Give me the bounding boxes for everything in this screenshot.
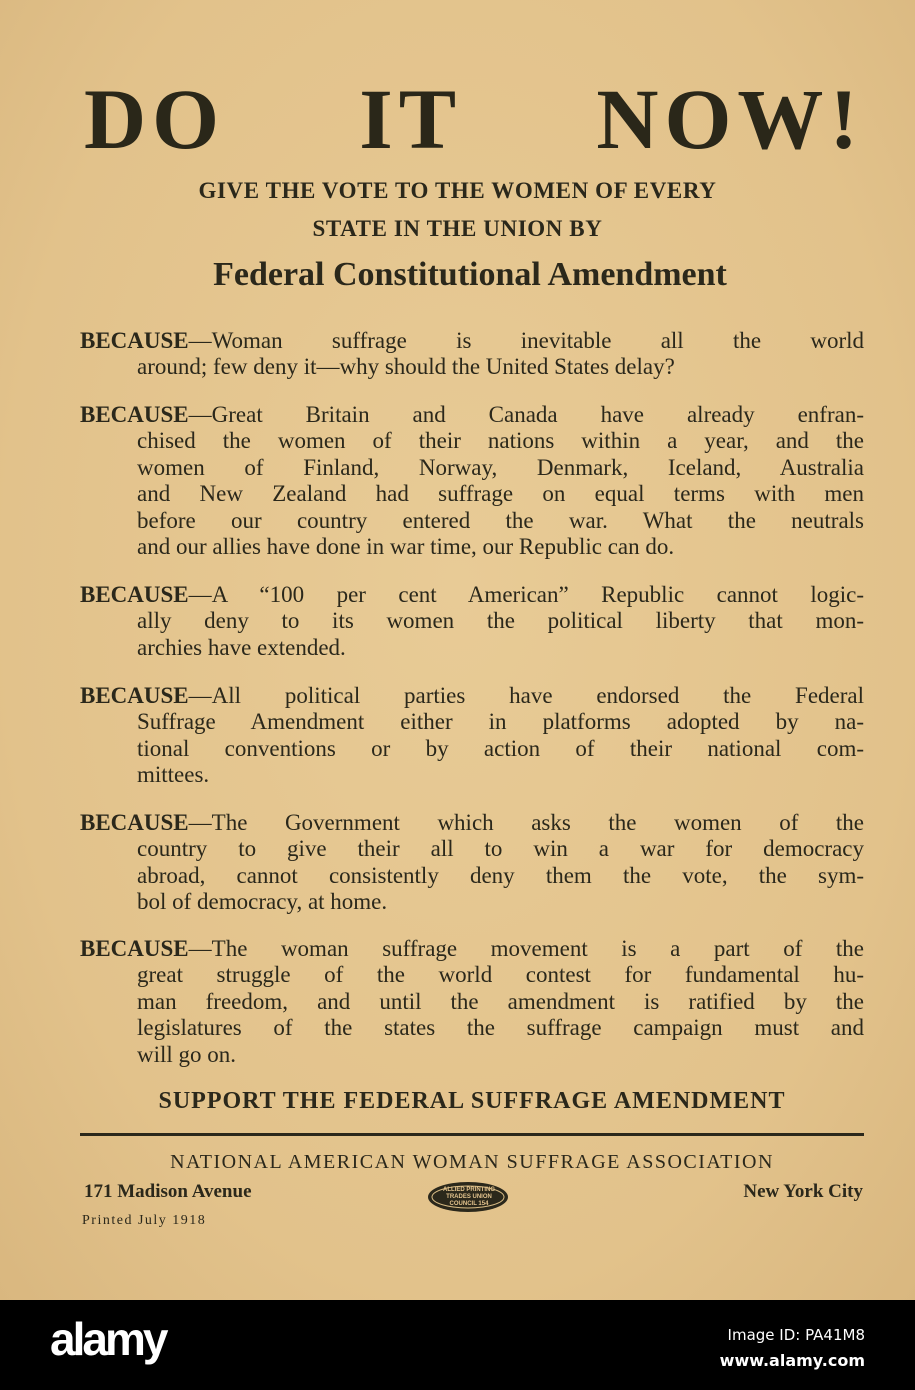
paragraph-line <box>80 428 864 454</box>
because-lead: BECAUSE <box>80 936 189 961</box>
subtitle-line: GIVE THE VOTE TO THE WOMEN OF EVERY <box>198 178 717 203</box>
union-label-text: ALLIED PRINTING TRADES UNION COUNCIL 154 <box>443 1187 495 1207</box>
because-paragraph <box>80 582 864 661</box>
divider <box>80 1133 864 1136</box>
line-text: legislatures of the states the suffrage campaign must and <box>137 1015 864 1041</box>
line-text: abroad, cannot consistently deny them the vote, the sym- <box>137 862 864 888</box>
alamy-logo: alamy <box>50 1313 166 1365</box>
line-text: around; few deny it—why should the United States delay? <box>137 354 675 380</box>
line-text: mittees. <box>137 762 210 788</box>
line-text: and New Zealand had suffrage on equal terms with men <box>137 481 864 507</box>
union-label <box>426 1178 526 1214</box>
because-lead: BECAUSE <box>80 683 189 708</box>
because-lead: BECAUSE <box>80 810 189 835</box>
because-paragraph <box>80 936 864 1068</box>
line-text: women of Finland, Norway, Denmark, Iceland, Australia <box>137 454 864 480</box>
paragraph-line <box>80 635 864 661</box>
paragraph-line <box>80 1042 864 1068</box>
paragraph-line <box>80 836 864 862</box>
paragraph-line <box>80 962 864 988</box>
line-text: tional conventions or by action of their national com- <box>137 735 864 761</box>
because-paragraph <box>80 810 864 916</box>
paragraph-line <box>80 683 864 709</box>
paragraph-line <box>80 762 864 788</box>
line-text: —A “100 per cent American” Republic cannot logic- <box>188 582 864 607</box>
paragraph-line <box>80 1015 864 1041</box>
paragraph-line <box>80 863 864 889</box>
line-text: great struggle of the world contest for fundamental hu- <box>137 962 864 988</box>
paragraph-line <box>80 936 864 962</box>
organization-name: NATIONAL AMERICAN WOMAN SUFFRAGE ASSOCIATION <box>170 1151 774 1173</box>
line-text: Suffrage Amendment either in platforms adopted by na- <box>137 709 864 735</box>
because-paragraph <box>80 328 864 381</box>
because-paragraph <box>80 402 864 560</box>
paragraph-line <box>80 709 864 735</box>
paragraph-line <box>80 582 864 608</box>
paragraph-line <box>80 328 864 354</box>
image-id: Image ID: PA41M8 <box>727 1326 865 1344</box>
because-paragraph <box>80 683 864 789</box>
line-text: —The Government which asks the women of the <box>188 810 864 835</box>
paragraph-line <box>80 810 864 836</box>
line-text: bol of democracy, at home. <box>137 889 388 915</box>
line-text: chised the women of their nations within a year, and the <box>137 428 864 454</box>
city: New York City <box>743 1181 863 1202</box>
paragraph-line <box>80 455 864 481</box>
paragraph-line <box>80 354 864 380</box>
title-word: DO <box>84 71 225 167</box>
because-lead: BECAUSE <box>80 328 189 353</box>
line-text: —The woman suffrage movement is a part of the <box>188 936 864 961</box>
paragraph-line <box>80 608 864 634</box>
headline: Federal Constitutional Amendment <box>213 256 727 293</box>
paragraph-line <box>80 534 864 560</box>
line-text: man freedom, and until the amendment is ratified by the <box>137 988 864 1014</box>
paragraph-line <box>80 402 864 428</box>
line-text: and our allies have done in war time, our Republic can do. <box>137 533 675 559</box>
paragraph-line <box>80 481 864 507</box>
line-text: archies have extended. <box>137 634 346 660</box>
closing-slogan: SUPPORT THE FEDERAL SUFFRAGE AMENDMENT <box>158 1088 786 1114</box>
line-text: —Woman suffrage is inevitable all the world <box>188 328 864 353</box>
because-lead: BECAUSE <box>80 402 189 427</box>
line-text: before our country entered the war. What the neutrals <box>137 507 864 533</box>
line-text: —Great Britain and Canada have already enfran- <box>188 402 864 427</box>
because-lead: BECAUSE <box>80 582 189 607</box>
line-text: country to give their all to win a war for democracy <box>137 836 864 862</box>
printed-date: Printed July 1918 <box>82 1213 207 1228</box>
line-text: ally deny to its women the political liberty that mon- <box>137 608 864 634</box>
paragraph-line <box>80 736 864 762</box>
line-text: —All political parties have endorsed the Federal <box>188 683 864 708</box>
title-word: NOW! <box>596 71 864 167</box>
paragraph-line <box>80 508 864 534</box>
line-text: will go on. <box>137 1041 237 1067</box>
flyer-title <box>84 71 864 167</box>
alamy-url: www.alamy.com <box>719 1351 865 1370</box>
paragraph-line <box>80 989 864 1015</box>
subtitle-line: STATE IN THE UNION BY <box>312 216 603 241</box>
title-word: IT <box>359 71 463 167</box>
address: 171 Madison Avenue <box>84 1181 252 1202</box>
paragraph-line <box>80 889 864 915</box>
